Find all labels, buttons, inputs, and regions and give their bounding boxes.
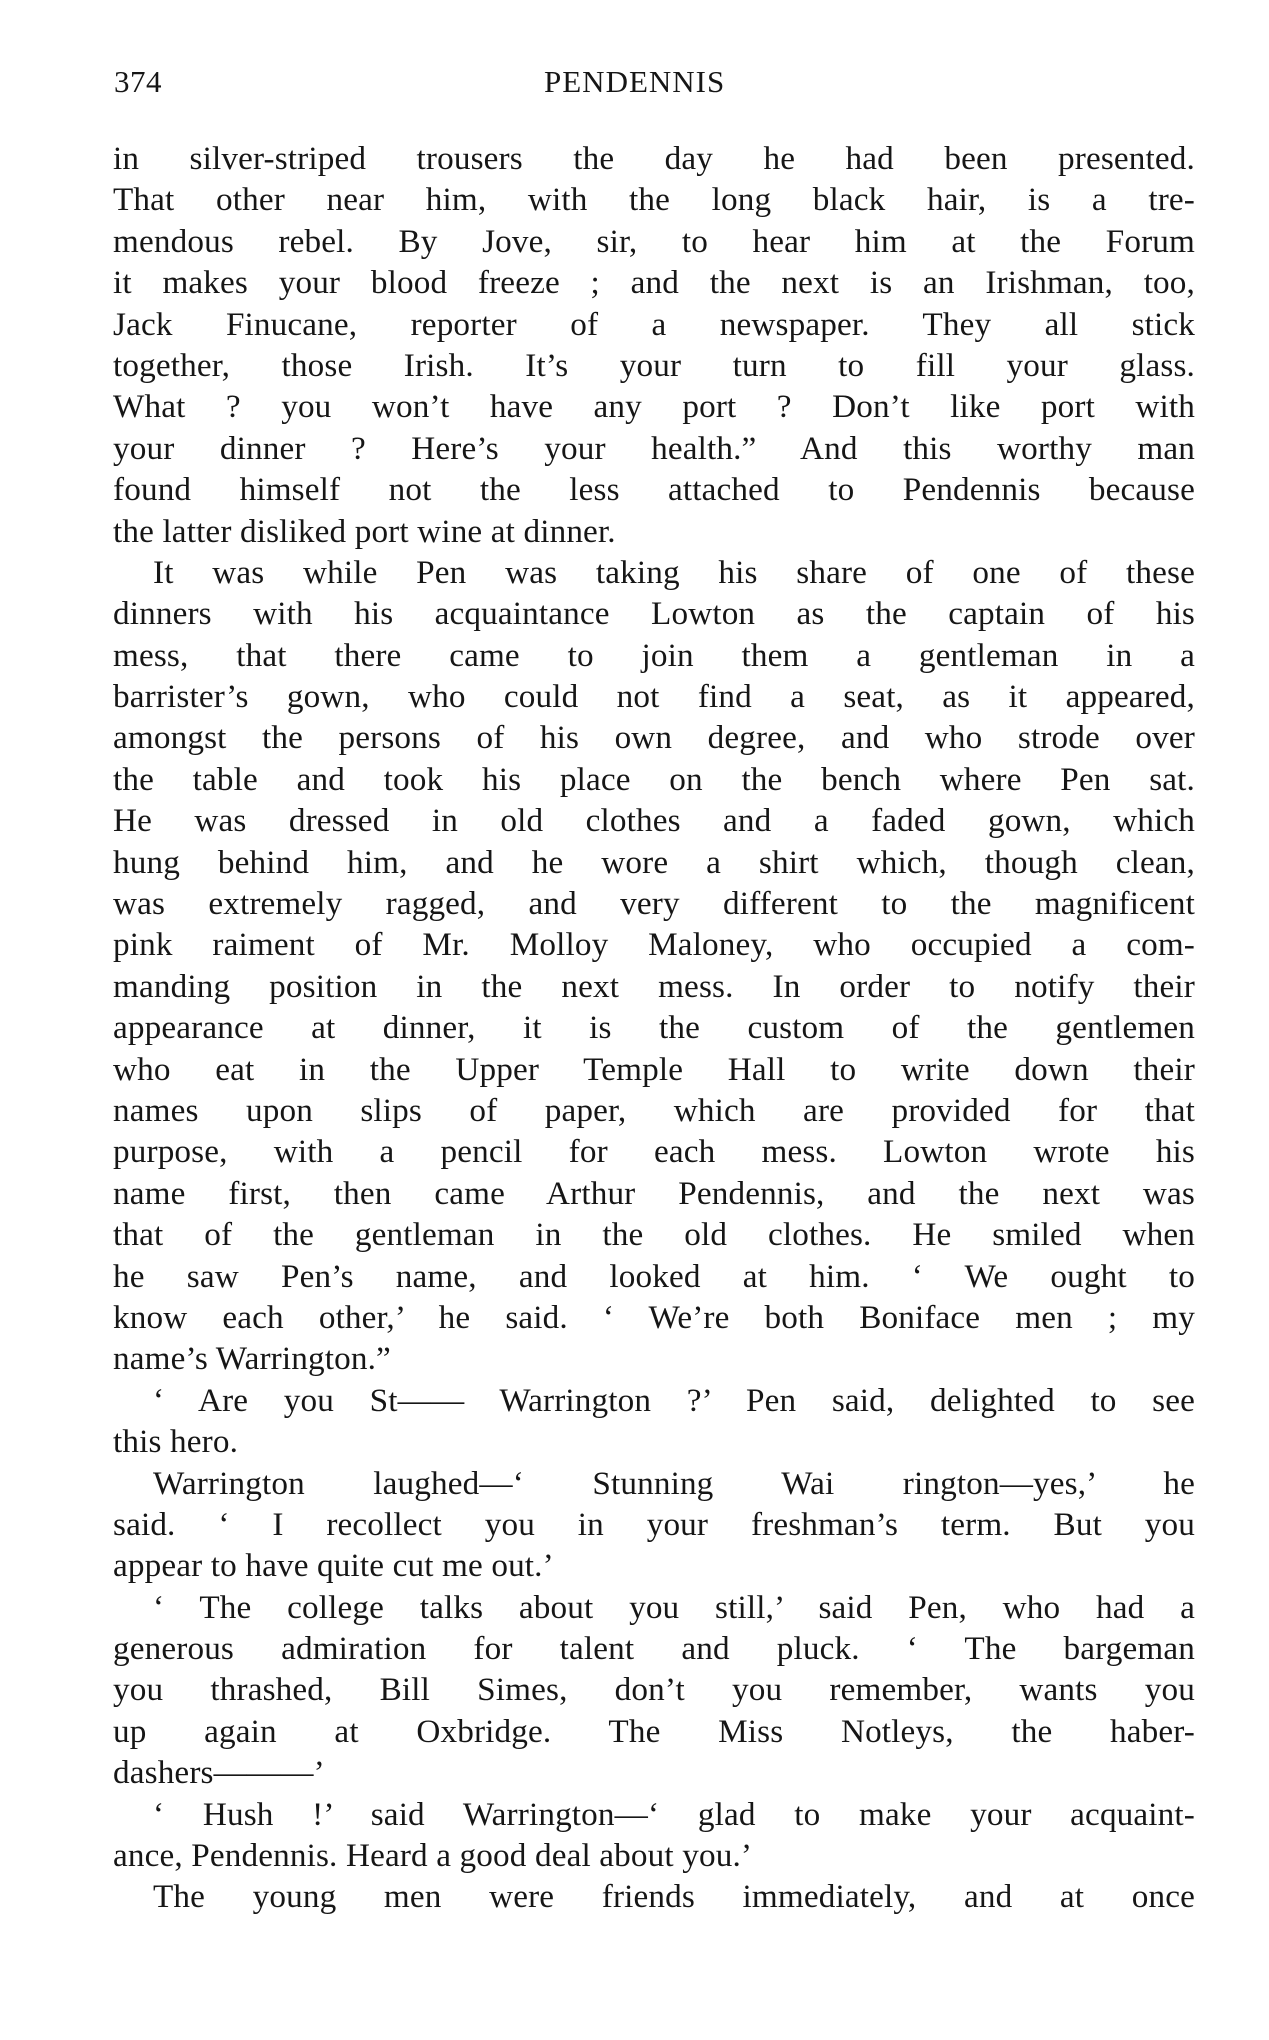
running-head xyxy=(114,62,1194,102)
running-title: PENDENNIS xyxy=(544,64,726,99)
text-line: in silver-striped trousers the day he had been presented. xyxy=(113,140,1195,177)
text-line: generous admiration for talent and pluck. ‘ The bargeman xyxy=(113,1630,1195,1668)
text-line: What ? you won’t have any port ? Don’t like port with xyxy=(113,388,1195,426)
text-line: The young men were friends immediately, and at once xyxy=(153,1878,1195,1916)
text-line: ance, Pendennis. Heard a good deal about you.’ xyxy=(113,1837,753,1875)
text-line: mendous rebel. By Jove, sir, to hear him at the Forum xyxy=(113,222,1195,260)
body-text xyxy=(113,138,1195,1918)
text-line: ‘ Are you St—— Warrington ?’ Pen said, delighted to see xyxy=(153,1381,1195,1419)
text-line: manding position in the next mess. In order to notify their xyxy=(113,967,1195,1005)
text-line: ‘ The college talks about you still,’ said Pen, who had a xyxy=(153,1588,1195,1626)
text-line: was extremely ragged, and very different to the magnificent xyxy=(113,885,1195,923)
text-line: names upon slips of paper, which are provided for that xyxy=(113,1091,1195,1129)
text-line: barrister’s gown, who could not find a seat, as it appeared, xyxy=(113,678,1195,716)
text-line: that of the gentleman in the old clothes. He smiled when xyxy=(113,1216,1195,1254)
text-line: name first, then came Arthur Pendennis, and the next was xyxy=(113,1174,1195,1212)
text-line: your dinner ? Here’s your health.” And this worthy man xyxy=(113,429,1195,467)
text-line: Jack Finucane, reporter of a newspaper. They all stick xyxy=(113,305,1195,343)
text-line: he saw Pen’s name, and looked at him. ‘ We ought to xyxy=(113,1257,1195,1295)
text-line: said. ‘ I recollect you in your freshman’s term. But you xyxy=(113,1505,1195,1543)
text-line: name’s Warrington.” xyxy=(113,1340,391,1378)
text-line: together, those Irish. It’s your turn to fill your glass. xyxy=(113,346,1195,384)
text-line: It was while Pen was taking his share of one of these xyxy=(153,553,1195,591)
text-line: appear to have quite cut me out.’ xyxy=(113,1547,554,1585)
text-line: ‘ Hush !’ said Warrington—‘ glad to make your acquaint- xyxy=(153,1795,1195,1833)
text-line: dinners with his acquaintance Lowton as the captain of his xyxy=(113,595,1195,633)
text-line: Warrington laughed—‘ Stunning Wai rington—yes,’ he xyxy=(153,1464,1195,1502)
text-line: up again at Oxbridge. The Miss Notleys, the haber- xyxy=(113,1712,1195,1750)
text-line: That other near him, with the long black hair, is a tre- xyxy=(113,181,1195,219)
text-line: He was dressed in old clothes and a faded gown, which xyxy=(113,802,1195,840)
text-line: it makes your blood freeze ; and the next is an Irishman, too, xyxy=(113,264,1195,302)
text-line: the latter disliked port wine at dinner. xyxy=(113,512,616,550)
text-line: you thrashed, Bill Simes, don’t you remember, wants you xyxy=(113,1671,1195,1709)
text-line: who eat in the Upper Temple Hall to write down their xyxy=(113,1050,1195,1088)
text-line: know each other,’ he said. ‘ We’re both Boniface men ; my xyxy=(113,1298,1195,1336)
text-line: dashers———’ xyxy=(113,1754,325,1792)
text-line: found himself not the less attached to Pendennis because xyxy=(113,471,1195,509)
text-line: appearance at dinner, it is the custom of the gentlemen xyxy=(113,1009,1195,1047)
text-line: the table and took his place on the bench where Pen sat. xyxy=(113,760,1195,798)
text-line: hung behind him, and he wore a shirt which, though clean, xyxy=(113,843,1195,881)
text-line: mess, that there came to join them a gentleman in a xyxy=(113,636,1195,674)
text-line: amongst the persons of his own degree, and who strode over xyxy=(113,719,1195,757)
text-line: purpose, with a pencil for each mess. Lowton wrote his xyxy=(113,1133,1195,1171)
text-line: pink raiment of Mr. Molloy Maloney, who occupied a com- xyxy=(113,926,1195,964)
text-line: this hero. xyxy=(113,1423,239,1461)
page-number: 374 xyxy=(114,64,162,99)
